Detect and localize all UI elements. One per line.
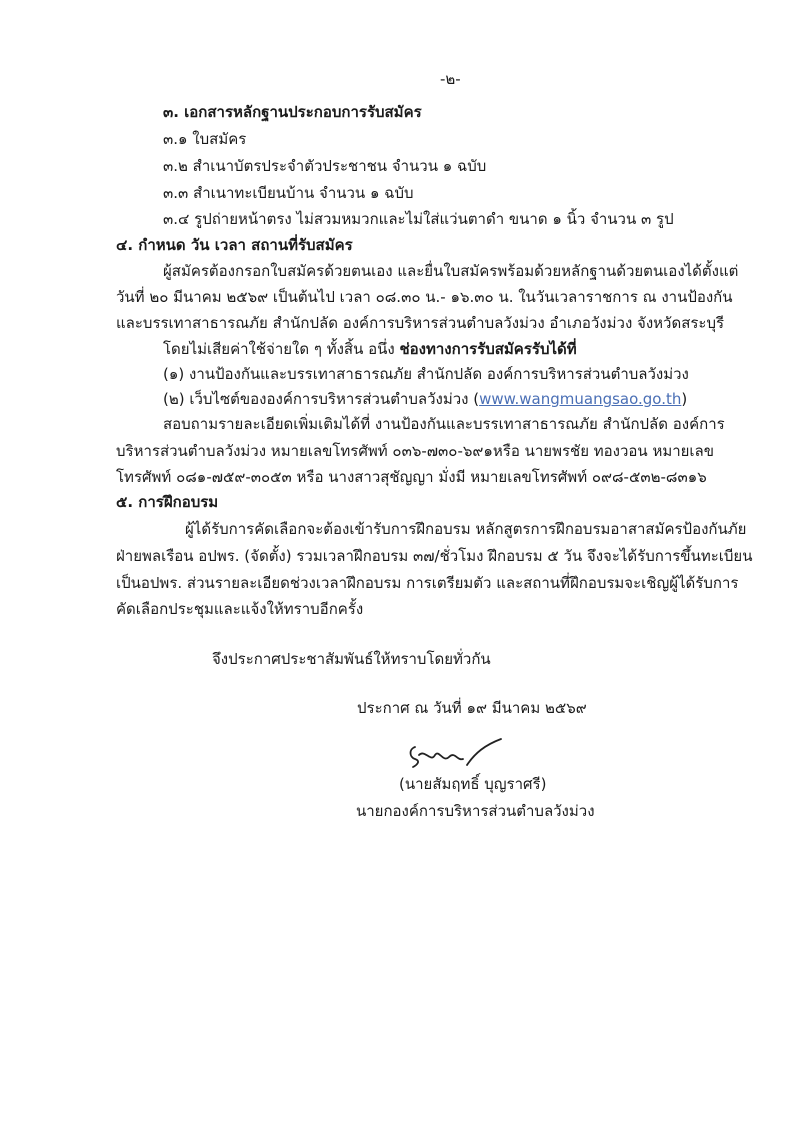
- section3-item-4: ๓.๔ รูปถ่ายหน้าตรง ไม่สวมหมวกและไม่ใส่แว่นตาดำ ขนาด ๑ นิ้ว จำนวน ๓ รูป: [163, 210, 674, 228]
- signer-title: นายกองค์การบริหารส่วนตำบลวังม่วง: [356, 802, 595, 820]
- channel-2-text: (๒) เว็บไซต์ขององค์การบริหารส่วนตำบลวังม่วง (: [163, 390, 480, 408]
- closing-statement: จึงประกาศประชาสัมพันธ์ให้ทราบโดยทั่วกัน: [212, 650, 491, 668]
- section4-heading: ๔. กำหนด วัน เวลา สถานที่รับสมัคร: [116, 236, 353, 254]
- section5-para-line3: เป็นอปพร. ส่วนรายละเอียดช่วงเวลาฝึกอบรม การเตรียมตัว และสถานที่ฝึกอบรมจะเชิญผู้ได้รับการ: [116, 574, 739, 592]
- channel-1: (๑) งานป้องกันและบรรเทาสาธารณภัย สำนักปลัด องค์การบริหารส่วนตำบลวังม่วง: [163, 365, 689, 383]
- section4-para1-line1: ผู้สมัครต้องกรอกใบสมัครด้วยตนเอง และยื่นใบสมัครพร้อมด้วยหลักฐานด้วยตนเองได้ตั้งแต่: [163, 262, 739, 280]
- page-number: -๒-: [440, 70, 461, 88]
- section4-para1-line2: วันที่ ๒๐ มีนาคม ๒๕๖๙ เป็นต้นไป เวลา ๐๘.๓๐ น.- ๑๖.๓๐ น. ในวันเวลาราชการ ณ งานป้องกัน: [116, 288, 733, 306]
- channel-2: [163, 388, 687, 410]
- contact-line-1: สอบถามรายละเอียดเพิ่มเติมได้ที่ งานป้องกันและบรรเทาสาธารณภัย สำนักปลัด องค์การ: [163, 415, 725, 433]
- contact-line-3: โทรศัพท์ ๐๘๑-๗๕๙-๓๐๕๓ หรือ นางสาวสุชัญญา มั่งมี หมายเลขโทรศัพท์ ๐๙๘-๕๓๒-๘๓๑๖: [116, 468, 707, 486]
- section5-para-line2: ฝ่ายพลเรือน อปพร. (จัดตั้ง) รวมเวลาฝึกอบรม ๓๗/ชั่วโมง ฝึกอบรม ๕ วัน จึงจะได้รับการขึ้นทะเบียน: [116, 547, 753, 565]
- section3-item-1: ๓.๑ ใบสมัคร: [163, 130, 247, 148]
- signer-name: (นายสัมฤทธิ์ บุญราศรี): [399, 775, 547, 793]
- section3-heading: ๓. เอกสารหลักฐานประกอบการรับสมัคร: [163, 103, 422, 121]
- section3-item-3: ๓.๓ สำเนาทะเบียนบ้าน จำนวน ๑ ฉบับ: [163, 184, 414, 202]
- channel-2-close: ): [681, 390, 688, 408]
- section4-para1-line3: และบรรเทาสาธารณภัย สำนักปลัด องค์การบริหารส่วนตำบลวังม่วง อำเภอวังม่วง จังหวัดสระบุรี: [116, 314, 725, 332]
- section5-para-line1: ผู้ได้รับการคัดเลือกจะต้องเข้ารับการฝึกอบรม หลักสูตรการฝึกอบรมอาสาสมัครป้องกันภัย: [185, 520, 747, 538]
- section4-para2: [163, 338, 577, 360]
- section5-heading: ๕. การฝึกอบรม: [116, 493, 219, 511]
- signature-mark: [405, 735, 515, 775]
- contact-line-2: บริหารส่วนตำบลวังม่วง หมายเลขโทรศัพท์ ๐๓๖-๗๓๐-๖๙๑หรือ นายพรชัย ทองวอน หมายเลข: [116, 442, 715, 460]
- section4-para2-lead: โดยไม่เสียค่าใช้จ่ายใด ๆ ทั้งสิ้น อนึ่ง: [163, 340, 400, 358]
- section4-para2-bold: ช่องทางการรับสมัครรับได้ที่: [399, 340, 577, 358]
- section3-item-2: ๓.๒ สำเนาบัตรประจำตัวประชาชน จำนวน ๑ ฉบับ: [163, 157, 487, 175]
- announce-date: ประกาศ ณ วันที่ ๑๙ มีนาคม ๒๕๖๙: [357, 699, 587, 717]
- website-link[interactable]: www.wangmuangsao.go.th: [479, 390, 682, 408]
- section5-para-line4: คัดเลือกประชุมและแจ้งให้ทราบอีกครั้ง: [116, 600, 364, 618]
